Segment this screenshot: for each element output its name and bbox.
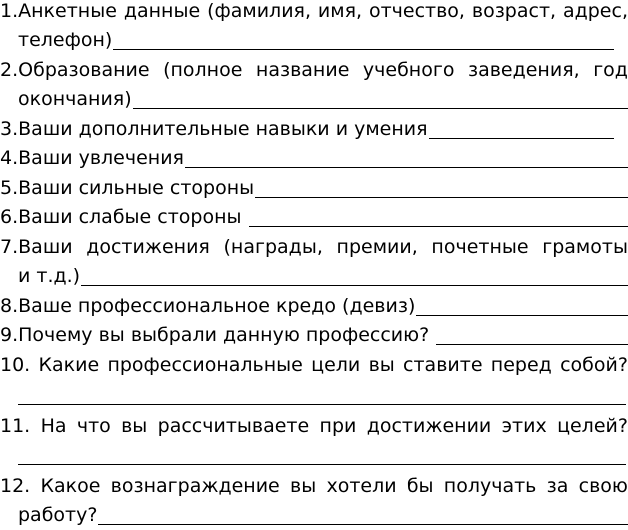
- question-word: вы: [121, 415, 148, 437]
- question-7: [0, 233, 628, 262]
- question-text: окончания): [18, 88, 132, 110]
- question-number: 10.: [0, 354, 31, 376]
- question-text: и т.д.): [18, 265, 81, 287]
- question-word: (награды,: [223, 236, 323, 258]
- question-word: грамоты: [542, 236, 628, 258]
- question-word: вы: [290, 475, 317, 497]
- question-word: рассчитываете: [157, 415, 310, 437]
- question-10: [0, 351, 628, 380]
- question-4: [0, 144, 628, 173]
- answer-line-6[interactable]: [249, 226, 628, 227]
- question-word: (полное: [163, 59, 243, 81]
- question-word: достижении: [366, 415, 492, 437]
- question-text: Ваше профессиональное кредо (девиз): [18, 295, 416, 317]
- question-5: [0, 174, 628, 203]
- question-word: премии,: [336, 236, 418, 258]
- question-8: [0, 292, 628, 321]
- question-text: Почему вы выбрали данную профессию?: [18, 324, 436, 346]
- question-word: отчество,: [368, 0, 465, 22]
- question-word: хотели: [326, 475, 397, 497]
- question-word: Какое: [40, 475, 101, 497]
- question-word: вознаграждение: [110, 475, 280, 497]
- question-word: профессиональные: [107, 354, 303, 376]
- question-word: целей?: [557, 415, 628, 437]
- question-1: [0, 0, 628, 26]
- question-word: На: [40, 415, 67, 437]
- answer-line-2[interactable]: [133, 108, 628, 109]
- question-word: адрес,: [562, 0, 628, 22]
- question-word: бы: [406, 475, 434, 497]
- question-number: 6.: [0, 206, 19, 228]
- question-1-continuation: [0, 26, 628, 55]
- question-12: [0, 472, 628, 501]
- question-word: имя,: [317, 0, 363, 22]
- question-6: [0, 203, 628, 232]
- question-text: Ваши сильные стороны: [18, 177, 255, 199]
- question-word: данные: [123, 0, 201, 22]
- question-word: собой?: [560, 354, 628, 376]
- question-number: 9.: [0, 324, 19, 346]
- question-text: Ваши дополнительные навыки и умения: [18, 118, 428, 140]
- question-word: почетные: [431, 236, 529, 258]
- question-word: перед: [490, 354, 552, 376]
- question-11: [0, 412, 628, 441]
- question-7-continuation: [0, 262, 628, 291]
- question-word: при: [319, 415, 357, 437]
- question-number: 1.Анкетные: [0, 0, 117, 22]
- answer-line-12[interactable]: [98, 524, 628, 525]
- question-number: 8.: [0, 295, 19, 317]
- question-word: возраст,: [471, 0, 557, 22]
- question-word: этих: [501, 415, 547, 437]
- answer-line-9[interactable]: [436, 344, 628, 345]
- question-number: 3.: [0, 118, 19, 140]
- question-word: вы: [368, 354, 395, 376]
- question-word: за: [546, 475, 569, 497]
- question-2: [0, 56, 628, 85]
- answer-line-11[interactable]: [18, 464, 626, 465]
- question-word: год: [593, 59, 628, 81]
- question-word: учебного: [362, 59, 455, 81]
- question-2-continuation: [0, 85, 628, 114]
- question-12-continuation: [0, 501, 628, 530]
- question-word: что: [76, 415, 111, 437]
- answer-line-7[interactable]: [81, 285, 628, 286]
- question-text: работу?: [18, 504, 98, 526]
- question-word: достижения: [86, 236, 210, 258]
- question-number: 7.Ваши: [0, 236, 73, 258]
- answer-line-5[interactable]: [255, 197, 628, 198]
- question-word: получать: [443, 475, 537, 497]
- question-number: 12.: [0, 475, 31, 497]
- question-text: телефон): [18, 29, 113, 51]
- question-number: 4.: [0, 147, 19, 169]
- answer-line-1[interactable]: [113, 49, 614, 50]
- answer-line-3[interactable]: [429, 138, 614, 139]
- answer-line-8[interactable]: [416, 315, 628, 316]
- question-word: (фамилия,: [207, 0, 312, 22]
- answer-line-10[interactable]: [18, 404, 626, 405]
- answer-line-4[interactable]: [185, 167, 628, 168]
- question-word: Какие: [38, 354, 100, 376]
- question-3: [0, 115, 628, 144]
- question-number: 11.: [0, 415, 31, 437]
- question-word: ставите: [403, 354, 483, 376]
- question-word: свою: [578, 475, 628, 497]
- question-number: 2.Образование: [0, 59, 150, 81]
- question-word: заведения,: [467, 59, 580, 81]
- question-word: название: [255, 59, 350, 81]
- question-number: 5.: [0, 177, 19, 199]
- question-text: Ваши увлечения: [18, 147, 184, 169]
- question-word: цели: [311, 354, 361, 376]
- question-text: Ваши слабые стороны: [18, 206, 248, 228]
- question-9: [0, 321, 628, 350]
